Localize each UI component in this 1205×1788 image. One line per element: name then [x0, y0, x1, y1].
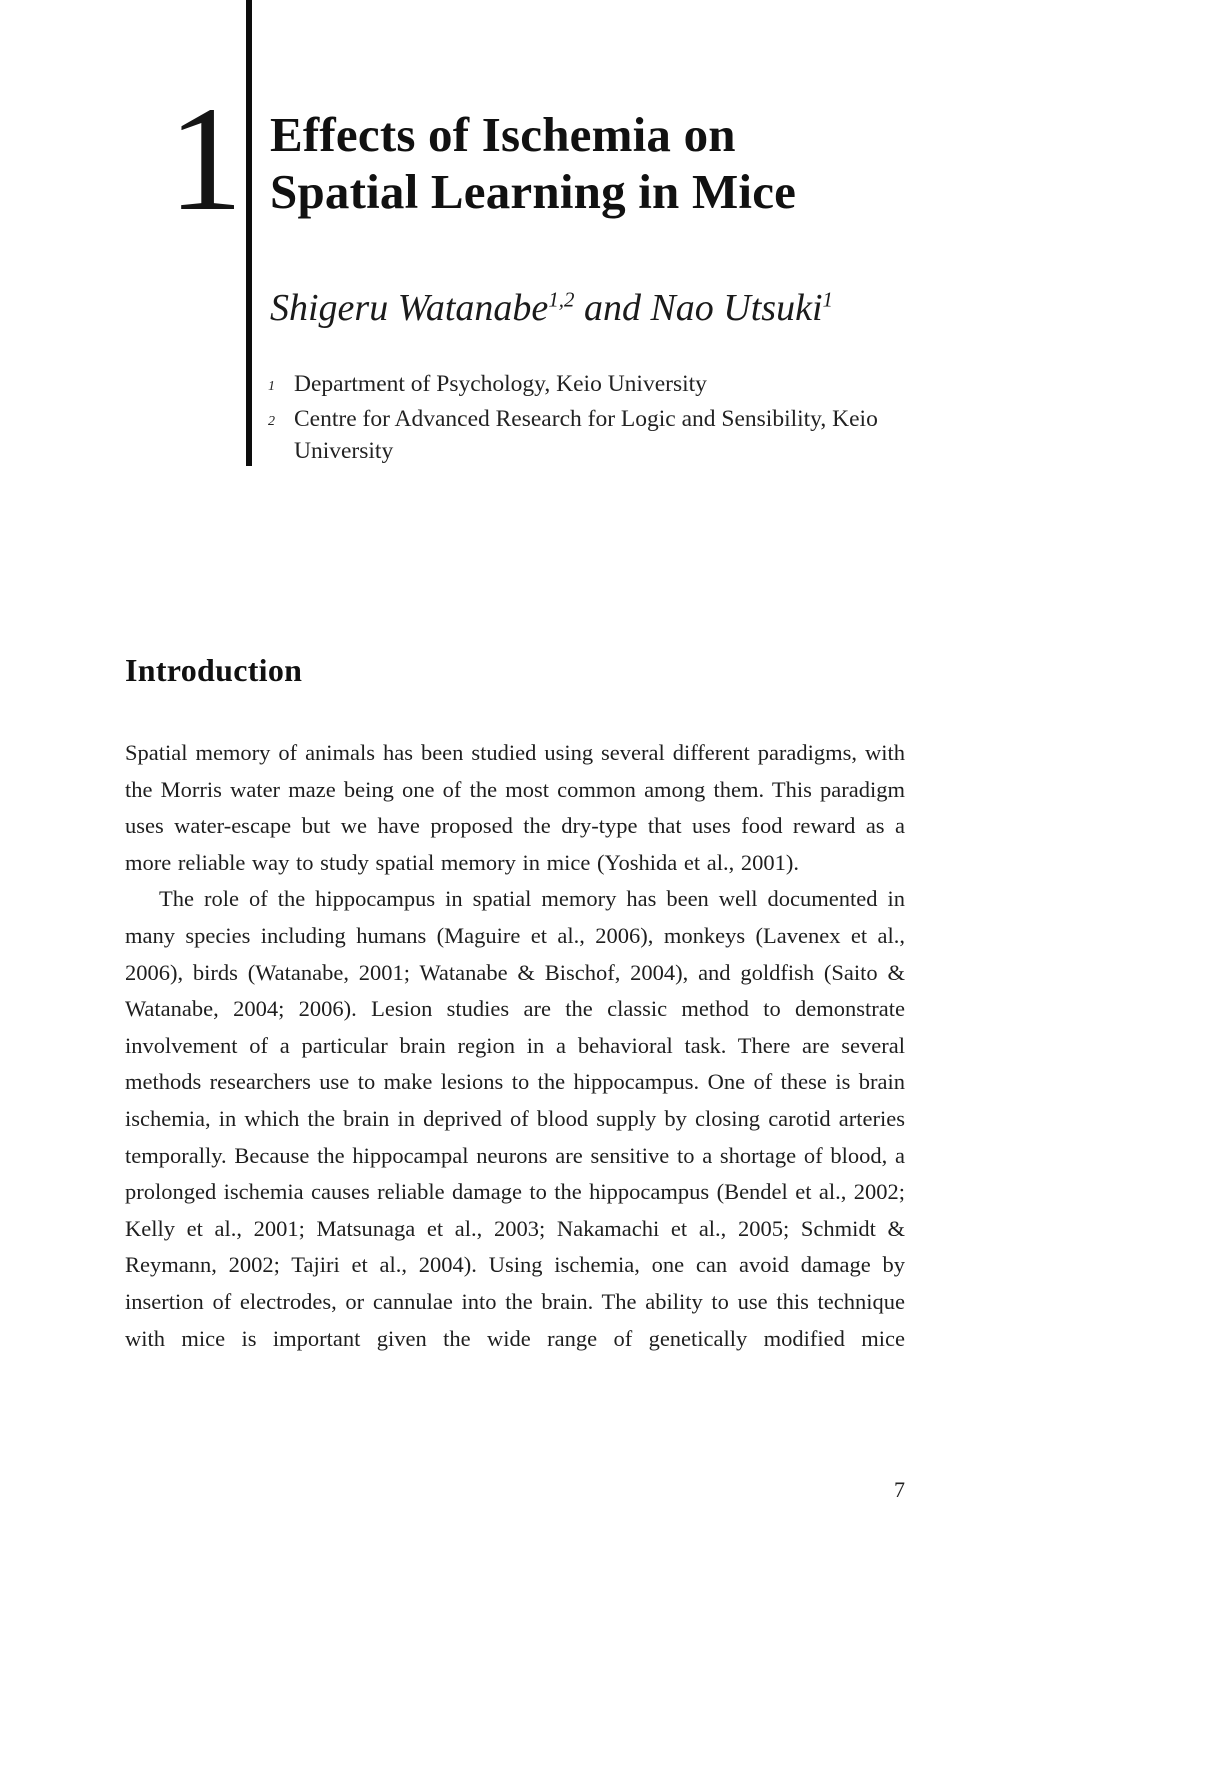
chapter-title-line-1: Effects of Ischemia on — [270, 107, 736, 162]
authors-line — [270, 286, 833, 330]
authors-connector: and — [574, 287, 651, 329]
author-superscript-2: 1 — [822, 287, 833, 312]
section-heading-introduction: Introduction — [125, 652, 303, 688]
chapter-divider-rule — [246, 0, 252, 466]
chapter-title-line-2: Spatial Learning in Mice — [270, 164, 797, 219]
affiliation-marker: 2 — [268, 414, 275, 429]
author-superscript-1: 1,2 — [548, 287, 575, 312]
page-number: 7 — [894, 1477, 905, 1502]
affiliation-text: Department of Psychology, Keio University — [294, 371, 707, 397]
affiliation-text: Centre for Advanced Research for Logic and Sensibility, Keio University — [294, 406, 878, 464]
body-text-block — [125, 652, 905, 1357]
paragraph: Spatial memory of animals has been studied using several different paradigms, with the Morris water maze being one of the most common among them. This paradigm uses water-escape but we have proposed the dry-type that uses food reward as a more reliable way to study spatial memory in mice (Yoshida et al., 2001). — [125, 740, 905, 875]
affiliation-marker: 1 — [268, 379, 275, 394]
paragraph: The role of the hippocampus in spatial memory has been well documented in many species including humans (Maguire et al., 2006), monkeys (Lavenex et al., 2006), birds (Watanabe, 2001; Watanabe & Bischof, 2004), and goldfish (Saito & Watanabe, 2004; 2006). Lesion studies are the classic method to demonstrate involvement of a particular brain region in a behavioral task. There are several methods researchers use to make lesions to the hippocampus. One of these is brain ischemia, in which the brain in deprived of blood supply by closing carotid arteries temporally. Because the hippocampal neurons are sensitive to a shortage of blood, a prolonged ischemia causes reliable damage to the hippocampus (Bendel et al., 2002; Kelly et al., 2001; Matsunaga et al., 2003; Nakamachi et al., 2005; Schmidt & Reymann, 2002; Tajiri et al., 2004). Using ischemia, one can avoid damage by insertion of electrodes, or cannulae into the brain. The ability to use this technique with mice is important given the wide range of genetically modified mice — [125, 886, 905, 1351]
affiliation-item — [268, 368, 918, 403]
author-name-2: Nao Utsuki — [650, 287, 823, 329]
chapter-number: 1 — [168, 76, 243, 242]
chapter-title — [270, 106, 796, 220]
affiliation-item — [268, 403, 918, 467]
author-name-1: Shigeru Watanabe — [270, 287, 549, 329]
affiliations-list — [268, 368, 918, 467]
